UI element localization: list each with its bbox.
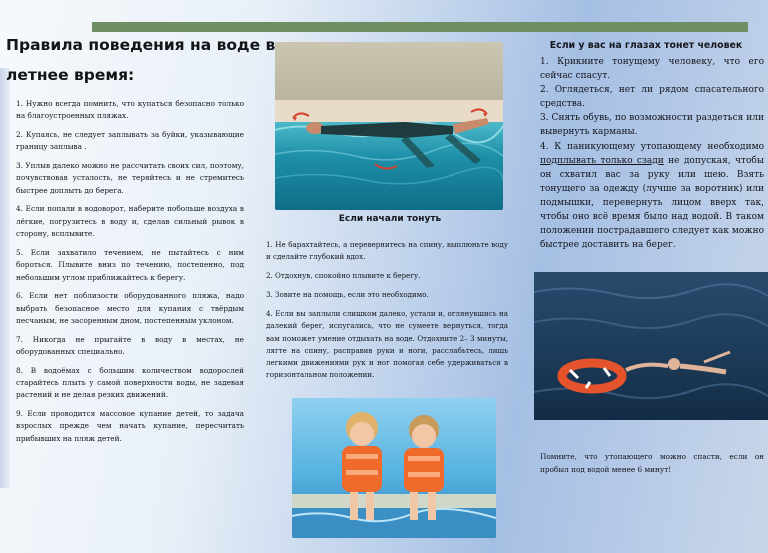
floating-swimmer-photo [275, 42, 503, 210]
kids-illustration [292, 398, 496, 538]
rescue-instructions [540, 55, 764, 252]
rule-item: 5. Если захватило течением, не пытайтесь с ним бороться. Плывите вниз по течению, постепенно, под небольшим углом приближайтесь к берегу. [16, 247, 244, 282]
rules-list [16, 98, 244, 451]
rule-item: 6. Если нет поблизости оборудованного пляжа, надо выбрать безопасное место для купания с твёрдым песчаным, не засоренным дном, постепенным уклоном. [16, 291, 244, 326]
lifebuoy-illustration [534, 272, 768, 420]
page-title: Правила поведения на воде в летнее время: [6, 36, 276, 84]
drowning-subtitle: Если начали тонуть [338, 214, 442, 224]
rescue-item: 2. Оглядеться, нет ли рядом спасательного средства. [540, 85, 764, 110]
rule-item: 7. Никогда не прыгайте в воду в местах, не оборудованных специально. [16, 334, 244, 357]
rule-item: 4. Если попали в водоворот, наберите побольше воздуха в лёгкие, погрузитесь в воду и, сделав сильный рывок в сторону, всплывите. [16, 204, 244, 239]
rescue-item-4-emphasis: подплывать только сзади [540, 155, 664, 166]
left-decorative-strip [0, 68, 10, 488]
step-item: 3. Зовите на помощь, если это необходимо. [266, 290, 429, 300]
step-item: 1. Не барахтайтесь, а перевернитесь на спину, выплюньте воду и сделайте глубокий вдох. [266, 240, 508, 262]
kids-in-life-vests-photo [292, 398, 496, 538]
step-item: 4. Если вы заплыли слишком далеко, устали и, оглянувшись на далекий берег, испугались, что не сумеете вернуться, тогда вам поможет умение отдыхать на воде. Отдохните 2– 3 минуты, лягте на спину, расправив руки и ноги, расслабьтесь, лишь легкими движениями рук и ног помогая себе удерживаться в горизонтальном положении. [266, 308, 508, 380]
rule-item: 1. Нужно всегда помнить, что купаться безопасно только на благоустроенных пляжах. [16, 99, 244, 121]
rule-item: 9. Если проводится массовое купание детей, то задача взрослых прежде чем начать купание, пересчитать прибывших на пляж детей. [16, 409, 244, 443]
rescue-item-4-start: 4. К паникующему утопающему необходимо [540, 141, 764, 152]
self-rescue-steps [266, 239, 508, 388]
lifebuoy-rescue-photo [534, 272, 768, 420]
rule-item: 3. Уплыв далеко можно не рассчитать своих сил, поэтому, почувствовав усталость, не теряйтесь и не стремитесь быстрее доплыть до берега. [16, 161, 244, 195]
step-item: 2. Отдохнув, спокойно плывите к берегу. [266, 271, 421, 281]
rescue-item: 1. Крикните тонущему человеку, что его сейчас спасут. [540, 57, 764, 82]
rule-item: 8. В водоёмах с большим количеством водорослей старайтесь плыть у самой поверхности воды, не задевая растений и не делая резких движений. [16, 365, 244, 400]
rescue-item: 3. Снять обувь, по возможности раздеться или вывернуть карманы. [540, 113, 764, 138]
rule-item: 2. Купаясь, не следует заплывать за буйки, указывающие границу заплыва . [16, 130, 244, 152]
survival-time-note: Помните, что утопающего можно спасти, если он пробыл под водой менее 6 минут! [540, 452, 764, 474]
floating-person-illustration [275, 42, 503, 210]
rescue-item-4-rest: не допуская, чтобы он схватил вас за руку или шею. Взять тонущего за одежду (лучше за воротник) или подмышки, перевернуть лицом вверх так, чтобы оно всё время было над водой. В таком положении пострадавшего следует как можно быстрее доставить на берег. [540, 155, 764, 251]
rescue-heading: Если у вас на глазах тонет человек [549, 40, 743, 51]
rescue-item-4 [540, 140, 764, 253]
